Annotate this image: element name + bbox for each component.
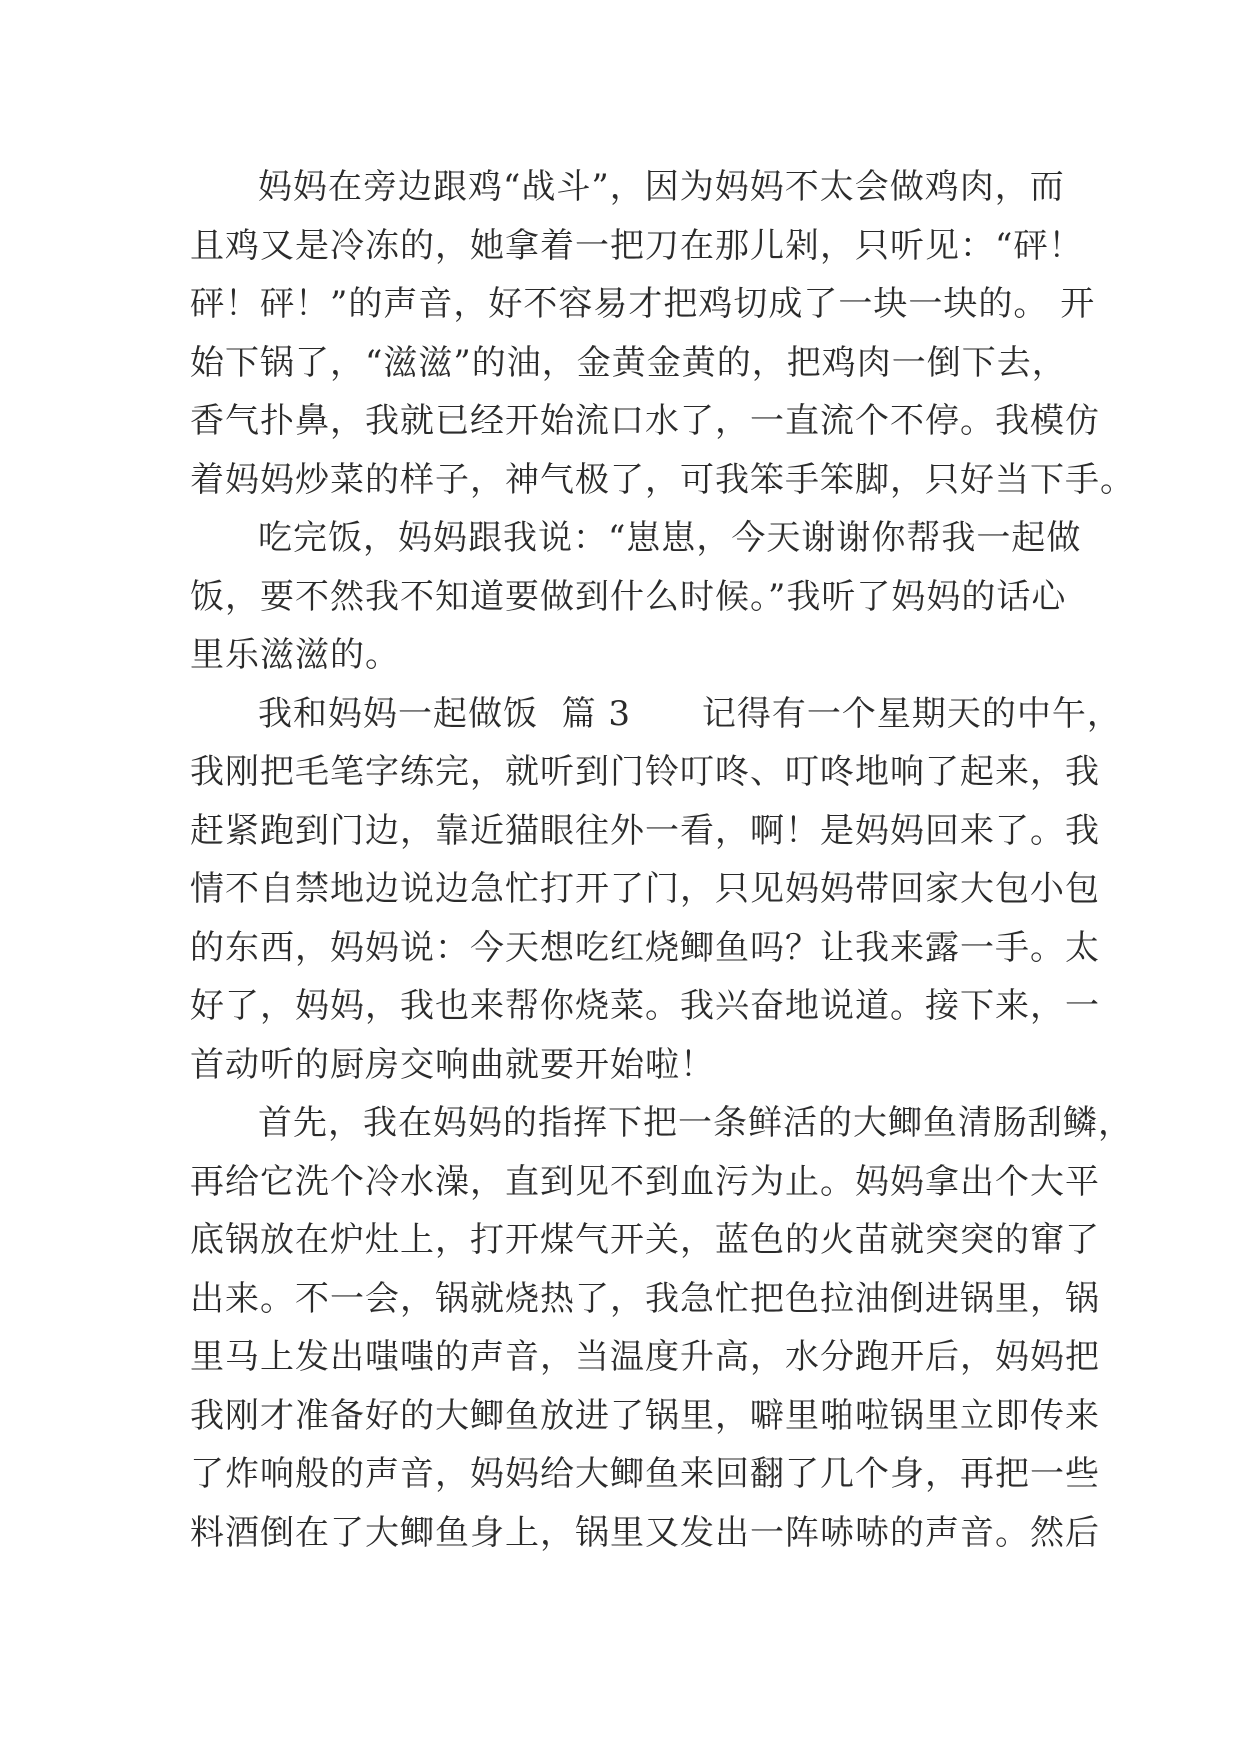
paragraph-1-line-6: 着妈妈炒菜的样子，神气极了，可我笨手笨脚，只好当下手。 — [190, 459, 1135, 500]
paragraph-4-line-4: 出来。不一会，锅就烧热了，我急忙把色拉油倒进锅里，锅 — [190, 1278, 1100, 1319]
paragraph-2-line-3: 里乐滋滋的。 — [190, 635, 400, 675]
paragraph-4-line-2: 再给它洗个冷水澡，直到见不到血污为止。妈妈拿出个大平 — [190, 1161, 1100, 1202]
paragraph-3-line-1: 我和妈妈一起做饭 篇 3 记得有一个星期天的中午， — [258, 693, 1122, 734]
paragraph-3-line-7: 首动听的厨房交响曲就要开始啦！ — [190, 1044, 715, 1085]
paragraph-1-line-1: 妈妈在旁边跟鸡“战斗”，因为妈妈不太会做鸡肉，而 — [258, 167, 1065, 207]
paragraph-1-line-4: 始下锅了，“滋滋”的油，金黄金黄的，把鸡肉一倒下去， — [190, 342, 1067, 383]
document-body — [190, 158, 1135, 1562]
paragraph-1-line-5: 香气扑鼻，我就已经开始流口水了，一直流个不停。我模仿 — [190, 401, 1100, 441]
paragraph-2-line-2: 饭，要不然我不知道要做到什么时候。”我听了妈妈的话心 — [190, 576, 1067, 617]
paragraph-4-line-5: 里马上发出嗤嗤的声音，当温度升高，水分跑开后，妈妈把 — [190, 1337, 1100, 1377]
paragraph-1-line-3: 砰！砰！”的声音，好不容易才把鸡切成了一块一块的。 开 — [190, 284, 1096, 324]
paragraph-3-line-2: 我刚把毛笔字练完，就听到门铃叮咚、叮咚地响了起来，我 — [190, 752, 1100, 792]
paragraph-4-line-6: 我刚才准备好的大鲫鱼放进了锅里，噼里啪啦锅里立即传来 — [190, 1395, 1100, 1436]
paragraph-3-line-3: 赶紧跑到门边，靠近猫眼往外一看，啊！是妈妈回来了。我 — [190, 810, 1100, 851]
paragraph-2-line-1: 吃完饭，妈妈跟我说：“崽崽，今天谢谢你帮我一起做 — [258, 518, 1082, 558]
paragraph-3-line-6: 好了，妈妈，我也来帮你烧菜。我兴奋地说道。接下来，一 — [190, 986, 1100, 1026]
paragraph-3-line-5: 的东西，妈妈说：今天想吃红烧鲫鱼吗？让我来露一手。太 — [190, 927, 1100, 968]
paragraph-4-line-7: 了炸响般的声音，妈妈给大鲫鱼来回翻了几个身，再把一些 — [190, 1454, 1100, 1494]
paragraph-4-line-8: 料酒倒在了大鲫鱼身上，锅里又发出一阵哧哧的声音。然后 — [190, 1512, 1100, 1553]
paragraph-4-line-3: 底锅放在炉灶上，打开煤气开关，蓝色的火苗就突突的窜了 — [190, 1220, 1100, 1260]
paragraph-3-line-4: 情不自禁地边说边急忙打开了门，只见妈妈带回家大包小包 — [190, 869, 1100, 909]
paragraph-4-line-1: 首先，我在妈妈的指挥下把一条鲜活的大鲫鱼清肠刮鳞， — [258, 1103, 1133, 1143]
paragraph-1-line-2: 且鸡又是冷冻的，她拿着一把刀在那儿剁，只听见：“砰！ — [190, 225, 1084, 266]
